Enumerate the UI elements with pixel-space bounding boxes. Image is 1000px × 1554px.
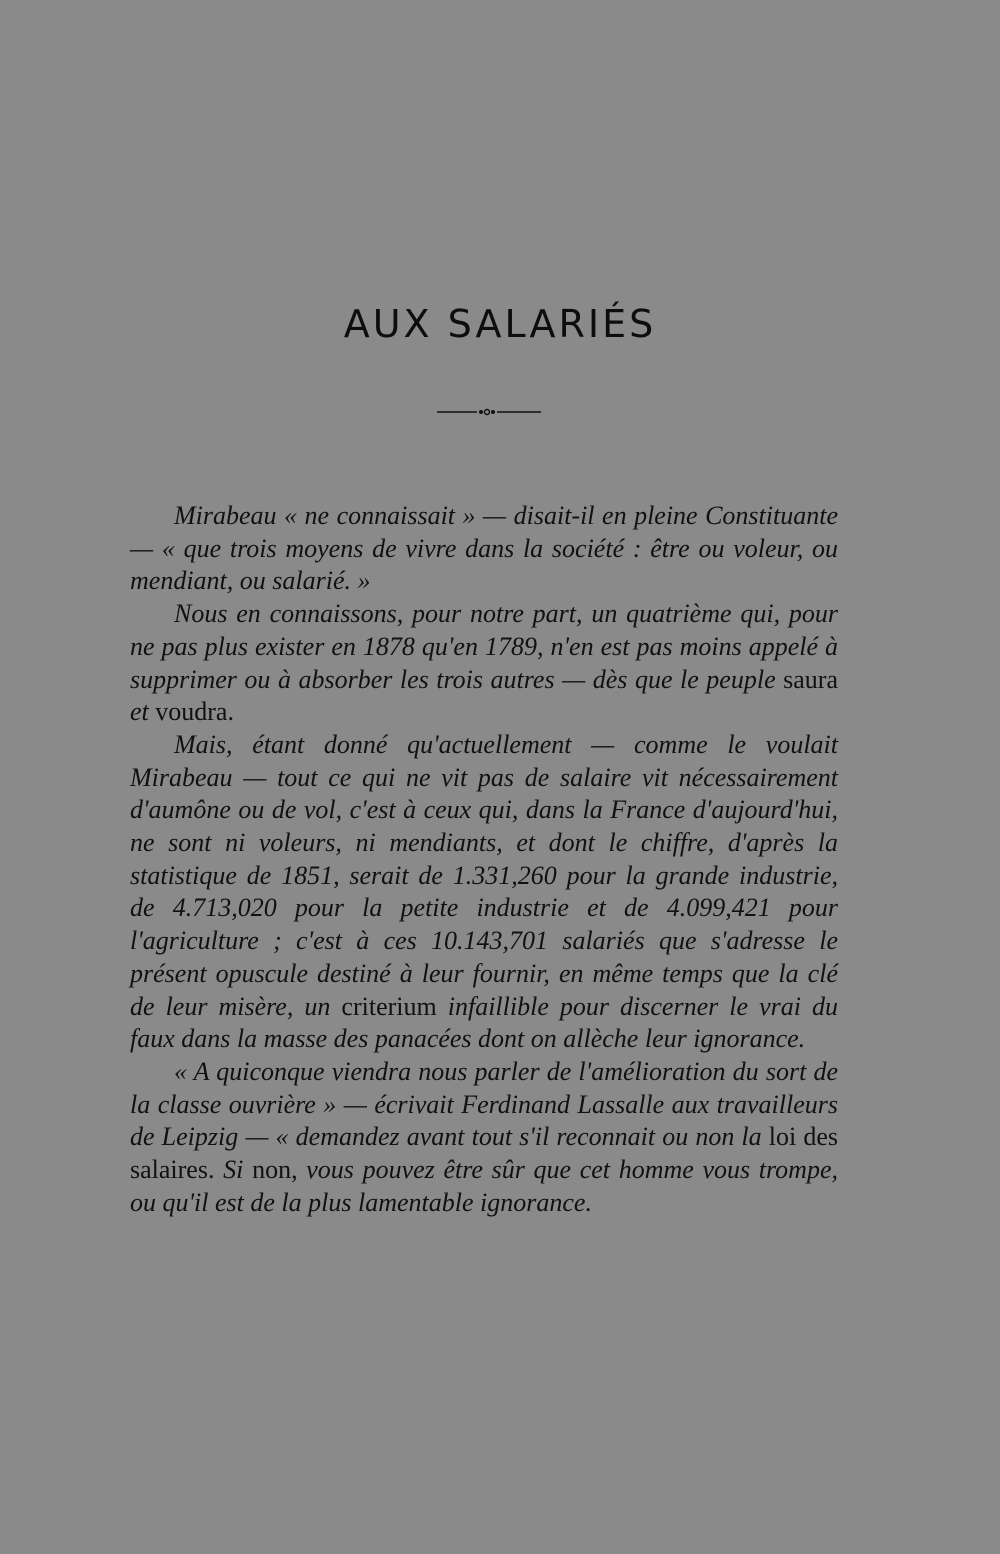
text-segment: voudra. bbox=[155, 697, 234, 727]
text-segment: loi des salaires. bbox=[130, 1122, 838, 1185]
paragraph bbox=[130, 598, 838, 729]
text-segment: « A quiconque viendra nous parler de l'amélioration du sort de la classe ouvrière » — écrivait Ferdinand Lassalle aux travailleurs de Leipzig — « demandez avant tout s'il reconnait ou non la bbox=[130, 1056, 838, 1152]
text-segment: non, bbox=[252, 1155, 298, 1185]
text-segment: Mirabeau « ne connaissait » — disait-il en pleine Constituante — « que trois moyens de vivre dans la société : être ou voleur, ou mendiant, ou salarié. » bbox=[130, 501, 838, 596]
body-text bbox=[130, 500, 838, 1219]
text-segment: infaillible pour discerner le vrai du faux dans la masse des panacées dont on allèche leur ignorance. bbox=[130, 991, 838, 1054]
text-segment: Mais, étant donné qu'actuellement — comme le voulait Mirabeau — tout ce qui ne vit pas de salaire vit nécessairement d'aumône ou de vol, c'est à ceux qui, dans la France d'aujourd'hui, ne sont ni voleurs, ni mendiants, et dont le chiffre, d'après la statistique de 1851, serait de 1.331,260 pour la grande industrie, de 4.713,020 pour la petite industrie et de 4.099,421 pour l'agriculture ; c'est à ces 10.143,701 salariés que s'adresse le présent opuscule destiné à leur fournir, en même temps que la clé de leur misère, un bbox=[130, 729, 838, 1021]
paragraph bbox=[130, 1056, 838, 1220]
text-segment: et bbox=[130, 697, 156, 727]
text-segment: Si bbox=[214, 1155, 253, 1185]
paragraph bbox=[130, 729, 838, 1056]
chapter-title: AUX SALARIÉS bbox=[343, 302, 657, 346]
text-segment: criterium bbox=[341, 991, 437, 1021]
text-segment: vous pouvez être sûr que cet homme vous trompe, ou qu'il est de la plus lamentable ignorance. bbox=[130, 1155, 838, 1217]
text-segment: Nous en connaissons, pour notre part, un quatrième qui, pour ne pas plus exister en 1878 qu'en 1789, n'en est pas moins appelé à supprimer ou à absorber les trois autres — dès que le peuple bbox=[130, 599, 838, 694]
ornament-divider-icon bbox=[437, 408, 541, 416]
paragraph bbox=[130, 500, 838, 598]
text-segment: saura bbox=[783, 664, 838, 694]
